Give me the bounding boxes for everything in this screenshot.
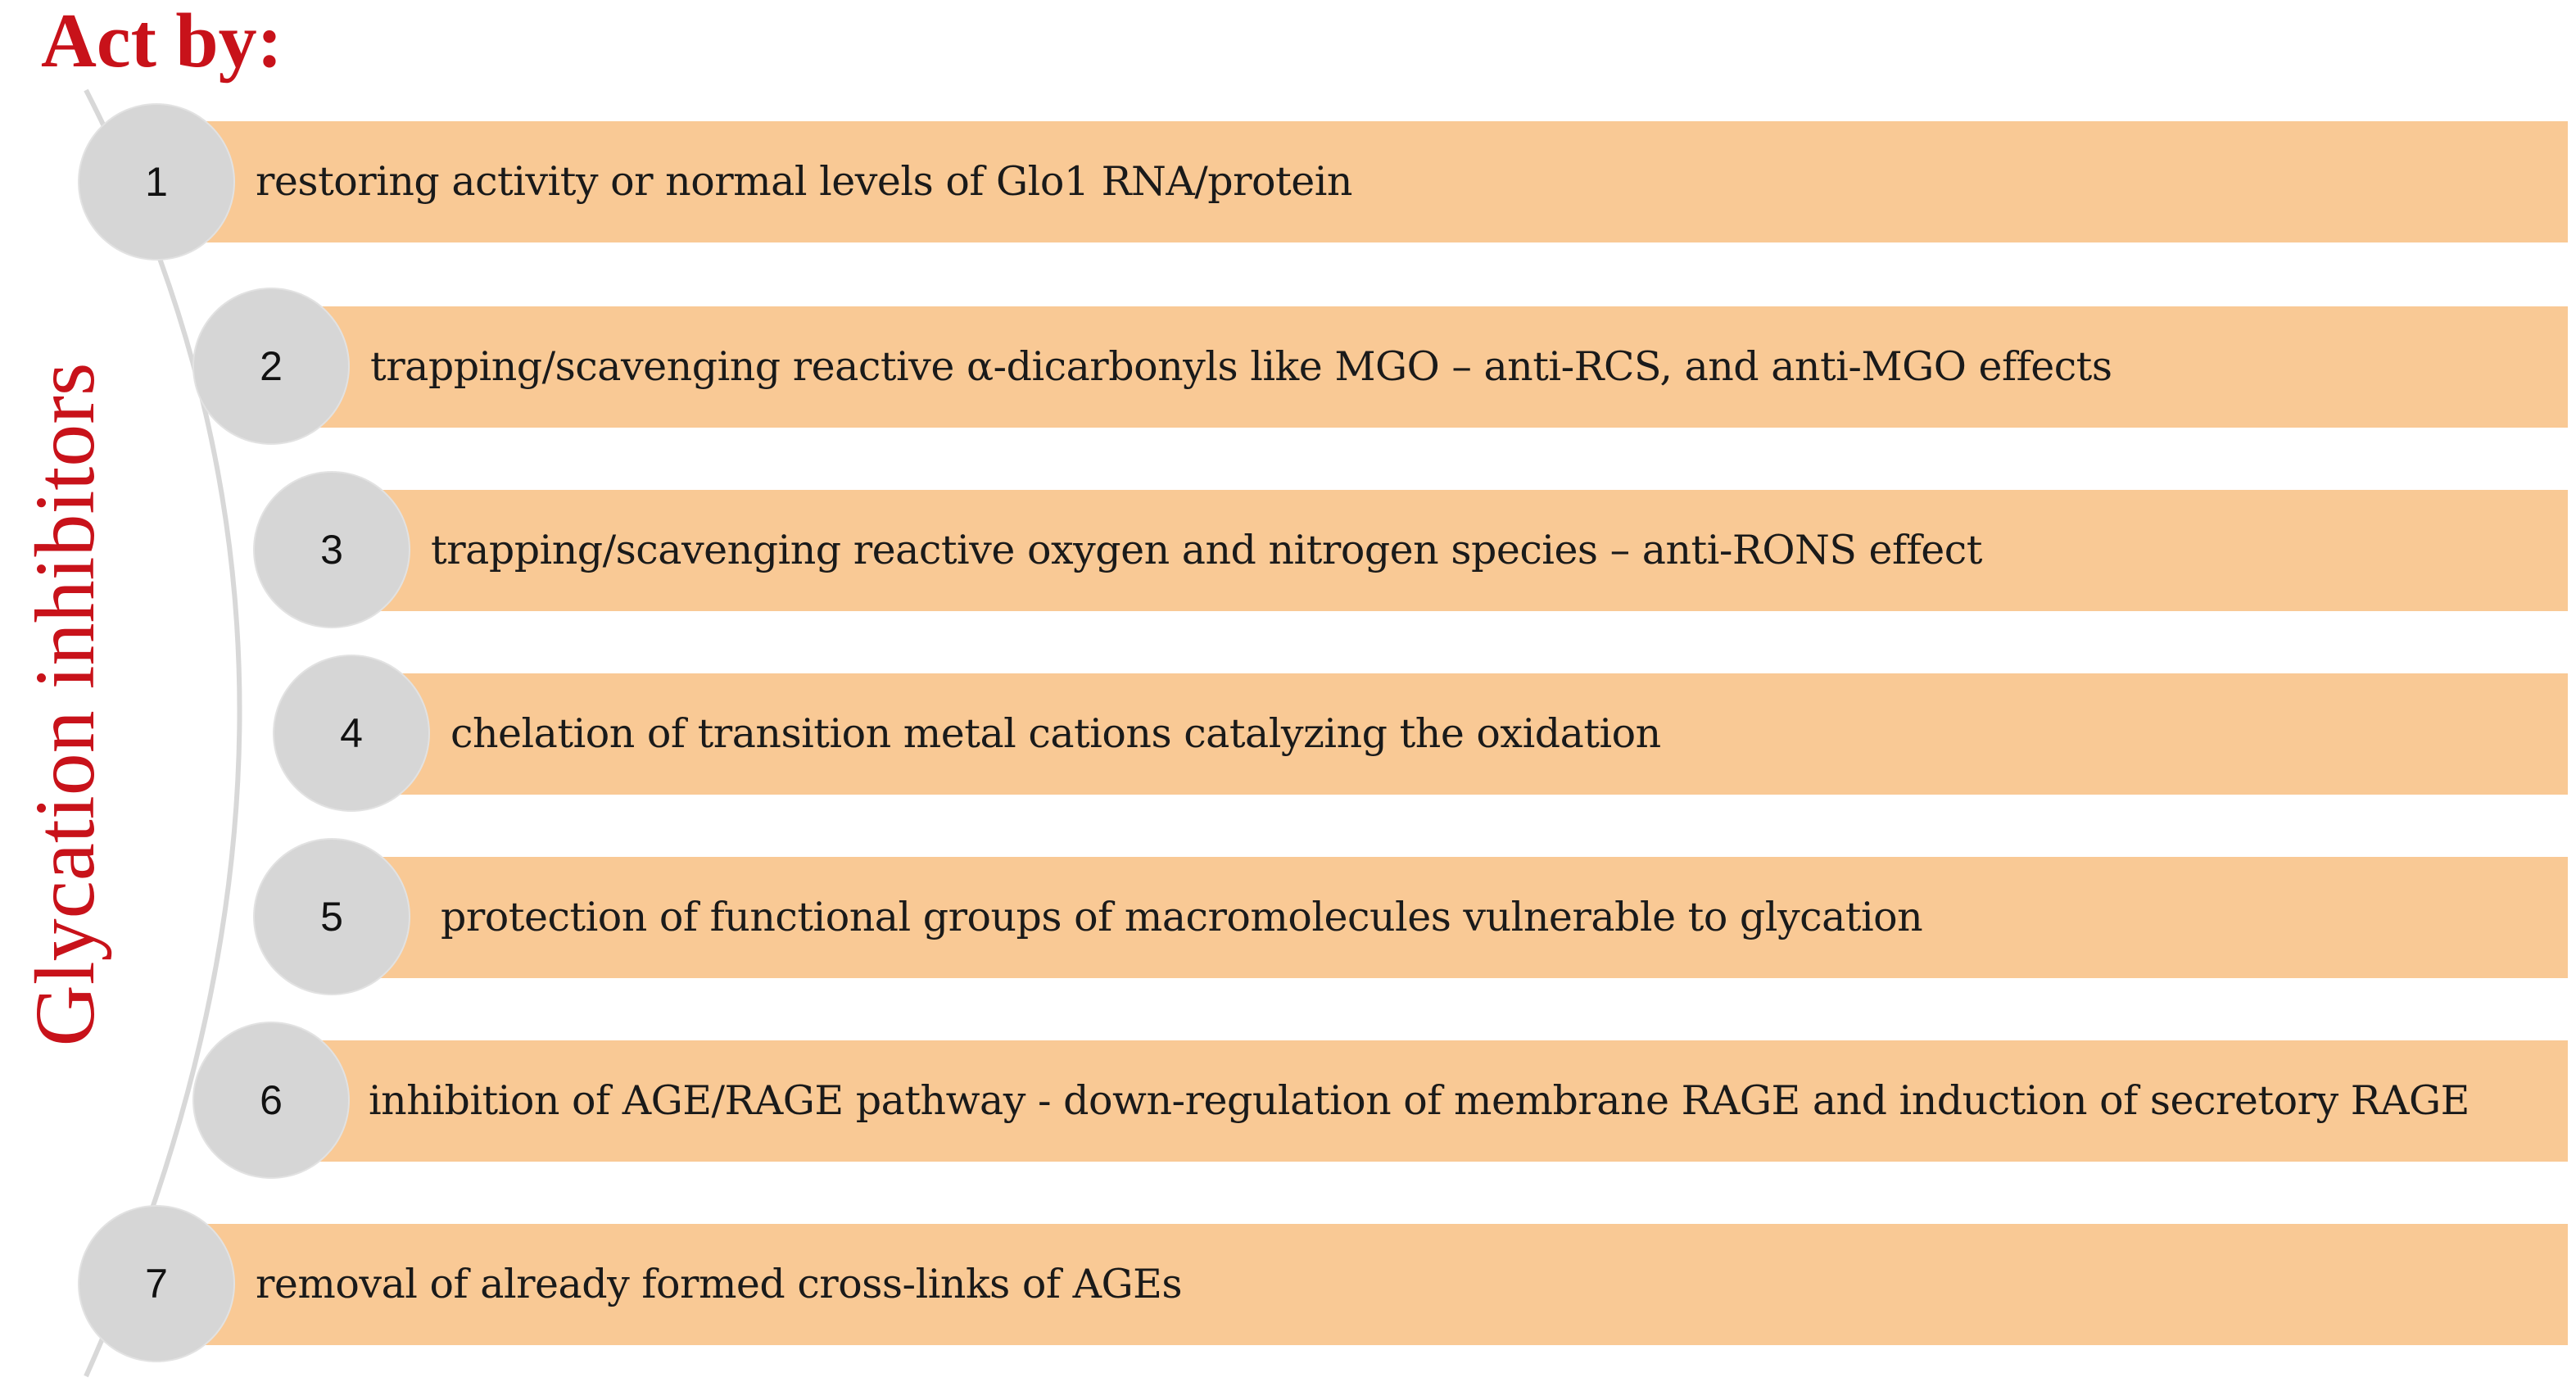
list-item-text-6: inhibition of AGE/RAGE pathway - down-regulation of membrane RAGE and induction of secretory RAGE [369, 1077, 2470, 1124]
list-item-text-3: trapping/scavenging reactive oxygen and nitrogen species – anti-RONS effect [431, 527, 1982, 573]
list-item-number-2: 2 [194, 289, 348, 443]
glycation-inhibitors-label: Glycation inhibitors [18, 362, 112, 1047]
list-item-bar-2 [270, 306, 2568, 428]
list-item-number-3: 3 [255, 473, 409, 627]
list-item-text-1: restoring activity or normal levels of Glo1 RNA/protein [256, 158, 1352, 205]
list-item-bar-6 [270, 1040, 2568, 1162]
act-by-title: Act by: [41, 0, 283, 84]
list-item-text-2: trapping/scavenging reactive α-dicarbonyls like MGO – anti-RCS, and anti-MGO effects [370, 343, 2112, 390]
list-item-bar-5 [331, 857, 2568, 978]
list-item-number-4: 4 [274, 656, 428, 810]
list-item-number-1: 1 [79, 105, 233, 259]
list-item-text-7: removal of already formed cross-links of AGEs [256, 1261, 1183, 1307]
list-item-text-5: protection of functional groups of macromolecules vulnerable to glycation [441, 894, 1923, 940]
list-item-bar-7 [156, 1224, 2568, 1345]
list-item-bar-1 [156, 121, 2568, 242]
list-item-number-7: 7 [79, 1207, 233, 1361]
list-item-text-4: chelation of transition metal cations catalyzing the oxidation [450, 710, 1661, 757]
list-item-bar-4 [351, 673, 2568, 795]
list-item-number-6: 6 [194, 1023, 348, 1177]
list-item-number-5: 5 [255, 840, 409, 994]
list-item-bar-3 [331, 490, 2568, 611]
